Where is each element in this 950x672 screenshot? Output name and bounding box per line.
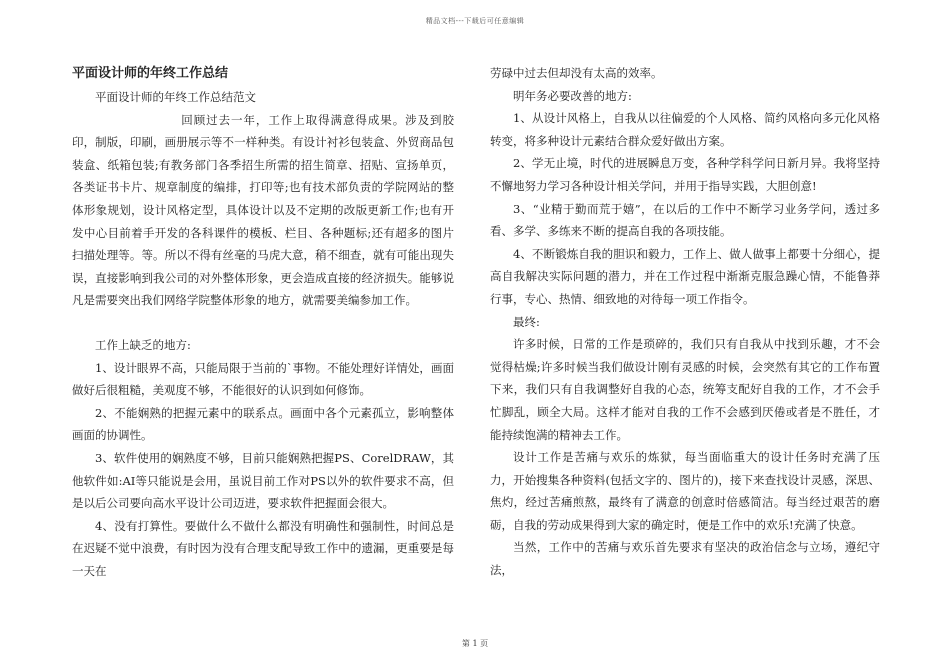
shortcoming-item-2: 2、不能娴熟的把握元素中的联系点。画面中各个元素孤立，影响整体画面的协调性。 [72, 405, 454, 443]
continued-paragraph: 劳碌中过去但却没有太高的效率。 [490, 66, 663, 80]
document-subtitle: 平面设计师的年终工作总结范文 [95, 90, 256, 104]
conclusion-paragraph-2: 设计工作是苦痛与欢乐的炼狱，每当面临重大的设计任务时充满了压力，开始搜集各种资料(包括文字的、图片的)，接下来查找设计灵感，深思、焦灼，经过苦痛煎熬，最终有了满意的创意时倍感简洁。每当经过艰苦的磨砺，自我的劳动成果得到大家的确定时，便是工作中的欢乐!充满了快意。 [490, 450, 880, 532]
page-number: 第 1 页 [461, 639, 489, 648]
shortcomings-heading: 工作上缺乏的地方: [95, 337, 191, 352]
conclusion-paragraph-3: 当然，工作中的苦痛与欢乐首先要求有坚决的政治信念与立场，遵纪守法， [490, 540, 880, 578]
improvement-item-1: 1、从设计风格上，自我从以往偏爱的个人风格、简约风格向多元化风格转变，将多种设计元素结合群众爱好做出方案。 [490, 111, 880, 148]
shortcoming-item-1: 1、设计眼界不高，只能局限于当前的`事物。不能处理好详情处，画面做好后很粗糙，美观度不够，不能很好的认识到如何修饰。 [72, 360, 454, 398]
conclusion-heading: 最终: [513, 314, 540, 329]
shortcoming-item-4: 4、没有打算性。要做什么不做什么都没有明确性和强制性，时间总是在迟疑不觉中浪费，有时因为没有合理支配导致工作中的遗漏，更重要是每一天在 [72, 518, 454, 578]
improvement-item-3: 3、“业精于勤而荒于嬉”，在以后的工作中不断学习业务学问，透过多看、多学、多练来不断的提高自我的各项技能。 [490, 201, 880, 239]
left-column [72, 62, 454, 582]
improvement-item-2: 2、学无止境，时代的进展瞬息万变，各种学科学问日新月异。我将坚持不懈地努力学习各种设计相关学问，并用于指导实践，大胆创意! [490, 156, 880, 193]
document-title: 平面设计师的年终工作总结 [72, 66, 229, 81]
conclusion-paragraph-1: 许多时候，日常的工作是琐碎的，我们只有自我从中找到乐趣，才不会觉得枯燥;许多时候当我们做设计刚有灵感的时候，会突然有其它的工作布置下来，我们只有自我调整好自我的心态，统筹支配好自我的工作，才不会手忙脚乱，顾全大局。这样才能对自我的工作不会感到厌倦或者是不胜任，才能持续饱满的精神去工作。 [490, 337, 880, 442]
intro-paragraph: 回顾过去一年，工作上取得满意得成果。涉及到胶印，制版，印刷，画册展示等不一样种类。有设计衬衫包装盒、外贸商品包装盒、纸箱包装;有教务部门各季招生所需的招生简章、招贴、宣扬单页，各类证书卡片、规章制度的编排，打印等;也有技术部负责的学院网站的整体形象规划，设计风格定型，具体设计以及不定期的改版更新工作;也有开发中心目前着手开发的各科课件的模板、栏目、各种题标;还有超多的图片扫描处理等。等。所以不得有丝毫的马虎大意，稍不细查，就有可能出现失误，直接影响到我公司的对外整体形象，更会造成直接的经济损失。能够说凡是需要突出我们网络学院整体形象的地方，就需要美编参加工作。 [72, 112, 454, 308]
page-header: 精品文档---下载后可任意编辑 [425, 17, 525, 25]
improvements-heading: 明年务必要改善的地方: [513, 88, 632, 103]
improvement-item-4: 4、不断锻炼自我的胆识和毅力，工作上、做人做事上都要十分细心，提高自我解决实际问题的潜力，并在工作过程中渐渐克服急躁心情，不能鲁莽行事，专心、热情、细致地的对待每一项工作指令。 [490, 246, 880, 306]
shortcoming-item-3: 3、软件使用的娴熟度不够，目前只能娴熟把握PS、CorelDRAW，其他软件如:AI等只能说是会用，虽说目前工作对PS以外的软件要求不高，但是以后公司要向高水平设计公司迈进，要求软件把握面会很大。 [72, 450, 454, 511]
right-column [490, 62, 880, 582]
